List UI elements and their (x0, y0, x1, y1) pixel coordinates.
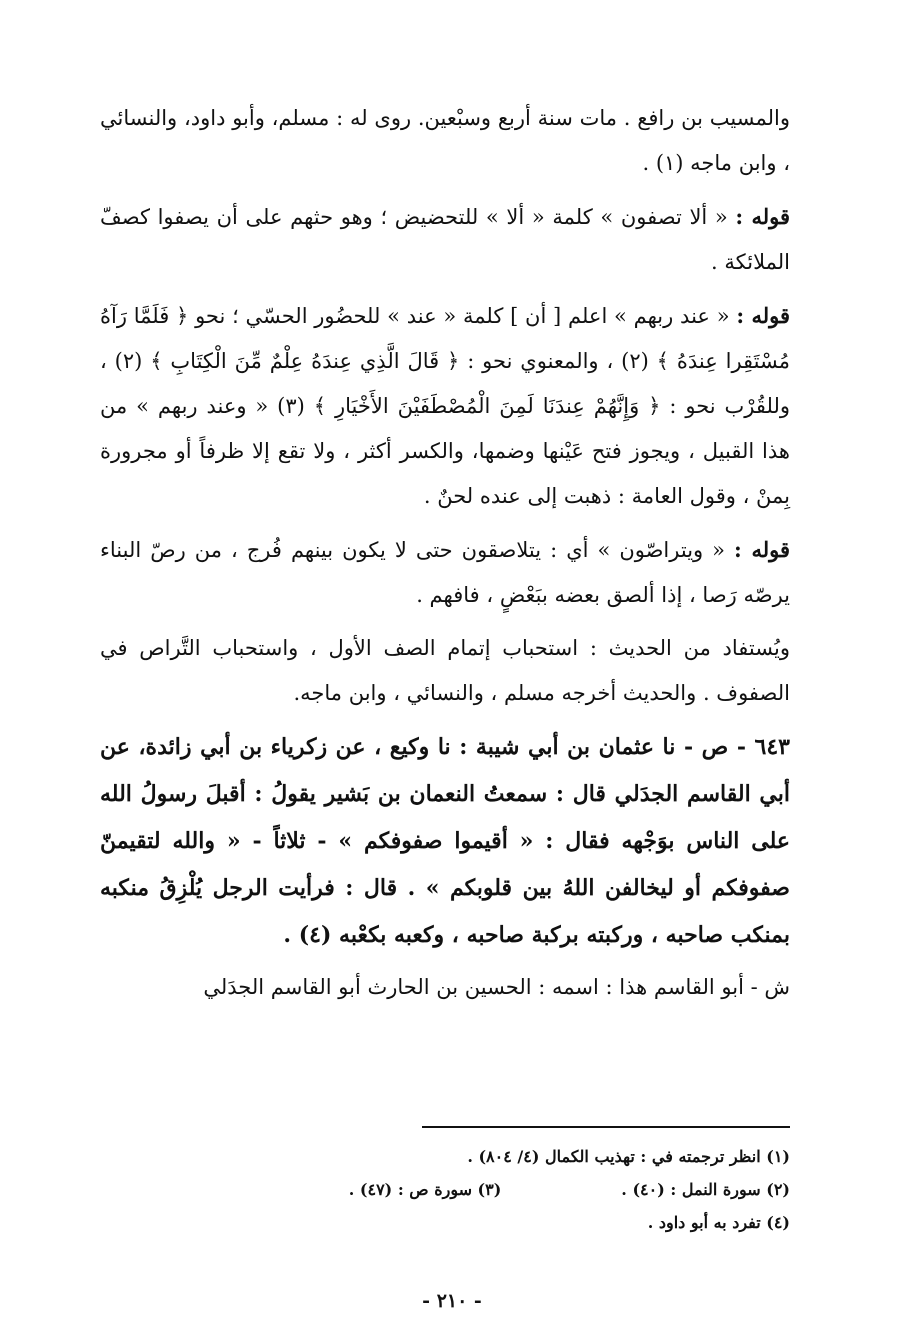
paragraph-2 (100, 194, 790, 285)
paragraph-3-text: « عند ربهم » اعلم [ أن ] كلمة « عند » للحضُور الحسّي ؛ نحو ﴿ فَلَمَّا رَآهُ مُسْتَقِرا عِندَهُ ﴾ (٢) ، والمعنوي نحو : ﴿ قَالَ الَّذِي عِندَهُ عِلْمٌ مِّنَ الْكِتَابِ ﴾ (٢) ، وللقُرْب نحو : ﴿ وَإِنَّهُمْ عِندَنَا لَمِنَ الْمُصْطَفَيْنَ الأَخْيَارِ ﴾ (٣) « وعند ربهم » من هذا القبيل ، ويجوز فتح عَيْنها وضمها، والكسر أكثر ، ولا تقع إلا ظرفاً أو مجرورة بِمنْ ، وقول العامة : ذهبت إلى عنده لحنٌ . (100, 304, 790, 508)
footnote-2: (٢) سورة النمل : (٤٠) . (621, 1180, 790, 1199)
footnote-row-2-3 (110, 1173, 790, 1206)
footnote-3: (٣) سورة ص : (٤٧) . (348, 1180, 502, 1199)
footnote-1: (١) انظر ترجمته في : تهذيب الكمال (٤/ ٨٠٤) . (467, 1147, 790, 1166)
paragraph-2-text: « ألا تصفون » كلمة « ألا » للتحضيض ؛ وهو حثهم على أن يصفوا كصفّ الملائكة . (100, 205, 790, 274)
footnotes (110, 1140, 790, 1239)
paragraph-1: والمسيب بن رافع . مات سنة أربع وسبْعين. روى له : مسلم، وأبو داود، والنسائي ، وابن ماجه (١) . (100, 106, 790, 175)
paragraph-3-lead: قوله : (736, 303, 790, 328)
footnote-4: (٤) تفرد به أبو داود . (647, 1213, 790, 1232)
footnote-divider (422, 1126, 790, 1128)
paragraph-4 (100, 527, 790, 618)
hadith-text: ٦٤٣ - ص - نا عثمان بن أبي شيبة : نا وكيع ، عن زكرياء بن أبي زائدة، عن أبي القاسم الجدَلي قال : سمعتُ النعمان بن بَشير يقولُ : أقبلَ رسولُ الله على الناس بوَجْهه فقال : « أقيموا صفوفكم » - ثلاثاً - « والله لتقيمنّ صفوفكم أو ليخالفن اللهُ بين قلوبكم » . قال : فرأيت الرجل يُلْزِقُ منكبه بمنكب صاحبه ، وركبته بركبة صاحبه ، وكعبه بكعْبه (٤) . (100, 734, 790, 948)
paragraph-4-text: « ويتراصّون » أي : يتلاصقون حتى لا يكون بينهم فُرج ، من رصّ البناء يرصّه رَصا ، إذا ألصق بعضه ببَعْضٍ ، فافهم . (100, 538, 790, 607)
paragraph-2-lead: قوله : (735, 204, 790, 229)
page-body (100, 96, 790, 1018)
paragraph-3 (100, 293, 790, 519)
page-number: - ٢١٠ - (422, 1290, 482, 1312)
paragraph-5: ويُستفاد من الحديث : استحباب إتمام الصف الأول ، واستحباب التَّراص في الصفوف . والحديث أخرجه مسلم ، والنسائي ، وابن ماجه. (100, 636, 790, 705)
paragraph-4-lead: قوله : (734, 537, 790, 562)
paragraph-6: ش - أبو القاسم هذا : اسمه : الحسين بن الحارث أبو القاسم الجدَلي (203, 975, 790, 999)
